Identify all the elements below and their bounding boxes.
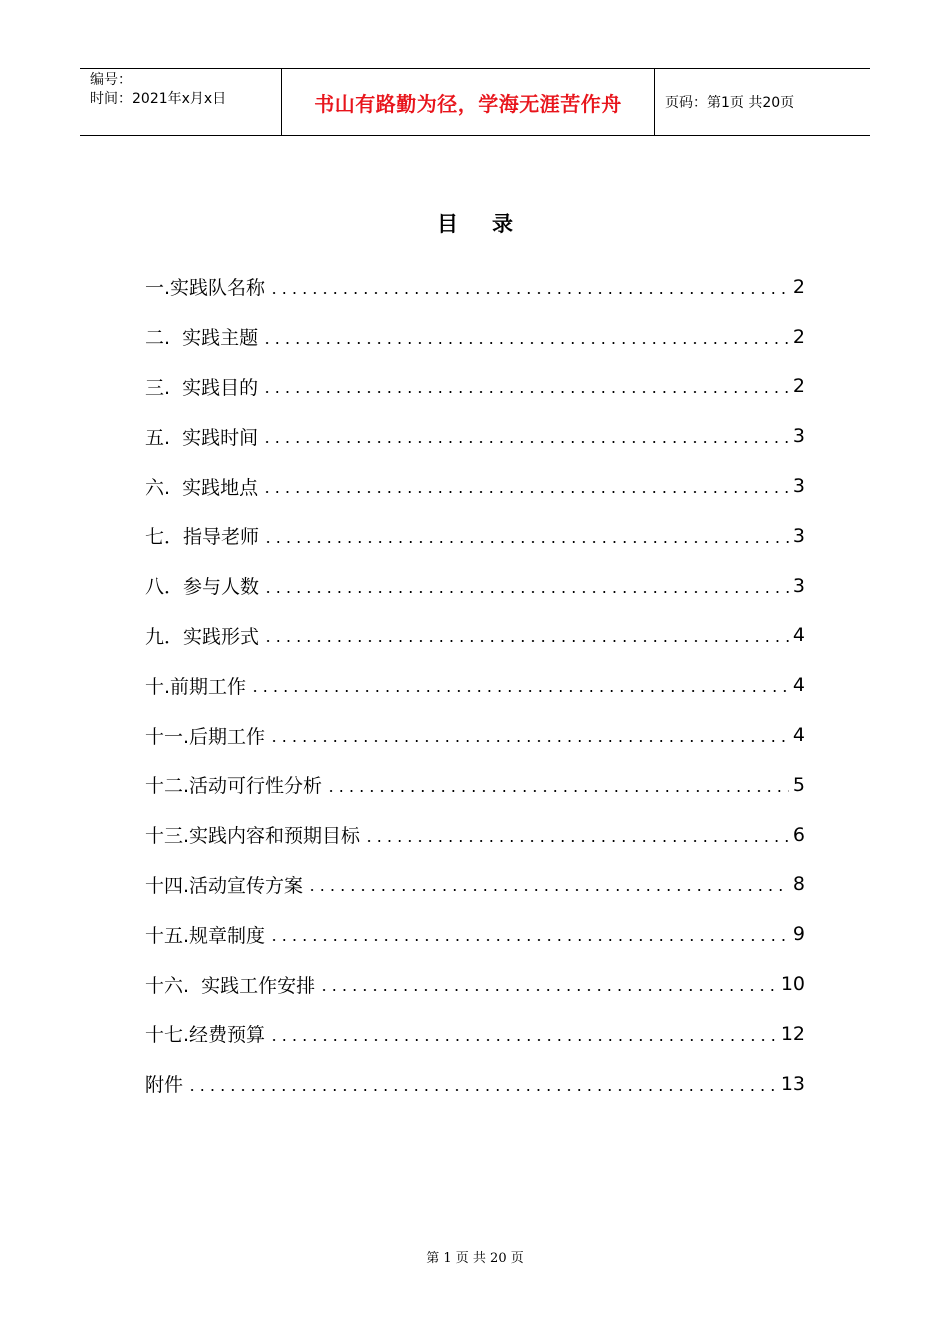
toc-entry[interactable] <box>145 660 805 710</box>
toc-entry[interactable] <box>145 860 805 910</box>
toc-entry-page-number: 12 <box>780 1022 805 1045</box>
toc-entry-page-number: 4 <box>792 674 805 697</box>
toc-dot-leader <box>262 391 789 393</box>
toc-entry-page-number: 2 <box>792 275 805 298</box>
header-info-cell <box>80 69 282 135</box>
page-header <box>80 68 870 136</box>
toc-entry[interactable] <box>145 312 805 362</box>
document-number-label: 编号： <box>90 72 132 88</box>
toc-entry[interactable] <box>145 561 805 611</box>
toc-entry-label: 一.实践队名称 <box>145 277 266 300</box>
toc-entry-page-number: 13 <box>780 1072 805 1095</box>
toc-entry[interactable] <box>145 909 805 959</box>
toc-entry[interactable] <box>145 1059 805 1109</box>
toc-entry-label: 九．实践形式 <box>145 625 260 648</box>
toc-entry[interactable] <box>145 710 805 760</box>
toc-dot-leader <box>263 541 789 543</box>
toc-entry-label: 二. 实践主题 <box>145 327 259 350</box>
toc-dot-leader <box>262 491 789 493</box>
toc-entry[interactable] <box>145 511 805 561</box>
toc-dot-leader <box>269 939 789 941</box>
toc-dot-leader <box>269 292 789 294</box>
toc-dot-leader <box>269 740 789 742</box>
toc-entry-page-number: 2 <box>792 375 805 398</box>
toc-entry-label: 八．参与人数 <box>145 576 260 599</box>
toc-entry-label: 十六. 实践工作安排 <box>145 974 316 997</box>
toc-entry[interactable] <box>145 760 805 810</box>
toc-entry[interactable] <box>145 362 805 412</box>
toc-entry[interactable] <box>145 411 805 461</box>
toc-entry-page-number: 3 <box>792 425 805 448</box>
toc-entry[interactable] <box>145 262 805 312</box>
toc-dot-leader <box>307 889 789 891</box>
toc-entry[interactable] <box>145 810 805 860</box>
toc-dot-leader <box>262 342 789 344</box>
toc-entry-page-number: 8 <box>792 873 805 896</box>
toc-dot-leader <box>269 1039 777 1041</box>
toc-entry-page-number: 5 <box>792 773 805 796</box>
toc-dot-leader <box>263 591 789 593</box>
toc-entry-label: 十七.经费预算 <box>145 1024 266 1047</box>
toc-entry-label: 三. 实践目的 <box>145 376 259 399</box>
toc-dot-leader <box>250 690 789 692</box>
toc-entry-label: 十三.实践内容和预期目标 <box>145 825 361 848</box>
toc-entry-page-number: 3 <box>792 574 805 597</box>
header-page-info: 页码：第1页 共20页 <box>665 95 795 111</box>
toc-entry[interactable] <box>145 959 805 1009</box>
toc-entry-label: 十四.活动宣传方案 <box>145 874 304 897</box>
toc-dot-leader <box>364 840 789 842</box>
toc-entry-label: 六. 实践地点 <box>145 476 259 499</box>
table-of-contents <box>145 262 805 1109</box>
toc-entry[interactable] <box>145 461 805 511</box>
toc-dot-leader <box>262 441 789 443</box>
toc-entry[interactable] <box>145 611 805 661</box>
toc-dot-leader <box>326 790 789 792</box>
toc-title: 目录 <box>437 212 547 236</box>
header-motto-cell <box>282 69 655 135</box>
header-motto: 书山有路勤为径，学海无涯苦作舟 <box>314 91 622 116</box>
toc-dot-leader <box>263 640 789 642</box>
toc-entry-label: 十.前期工作 <box>145 675 247 698</box>
toc-entry-page-number: 3 <box>792 524 805 547</box>
toc-entry-page-number: 4 <box>792 724 805 747</box>
header-page-cell <box>655 69 870 135</box>
toc-entry-label: 十五.规章制度 <box>145 924 266 947</box>
toc-entry-page-number: 3 <box>792 475 805 498</box>
page-footer: 第 1 页 共 20 页 <box>426 1251 524 1266</box>
toc-dot-leader <box>319 989 777 991</box>
toc-entry[interactable] <box>145 1009 805 1059</box>
toc-entry-page-number: 4 <box>792 624 805 647</box>
toc-entry-page-number: 6 <box>792 823 805 846</box>
toc-entry-label: 七．指导老师 <box>145 526 260 549</box>
toc-entry-label: 五. 实践时间 <box>145 426 259 449</box>
toc-entry-page-number: 2 <box>792 325 805 348</box>
toc-entry-label: 十一.后期工作 <box>145 725 266 748</box>
toc-entry-page-number: 9 <box>792 923 805 946</box>
toc-entry-label: 附件 <box>145 1074 184 1097</box>
toc-entry-page-number: 10 <box>780 973 805 996</box>
toc-entry-label: 十二.活动可行性分析 <box>145 775 323 798</box>
toc-dot-leader <box>187 1089 777 1091</box>
document-time-label: 时间：2021年x月x日 <box>90 91 227 107</box>
